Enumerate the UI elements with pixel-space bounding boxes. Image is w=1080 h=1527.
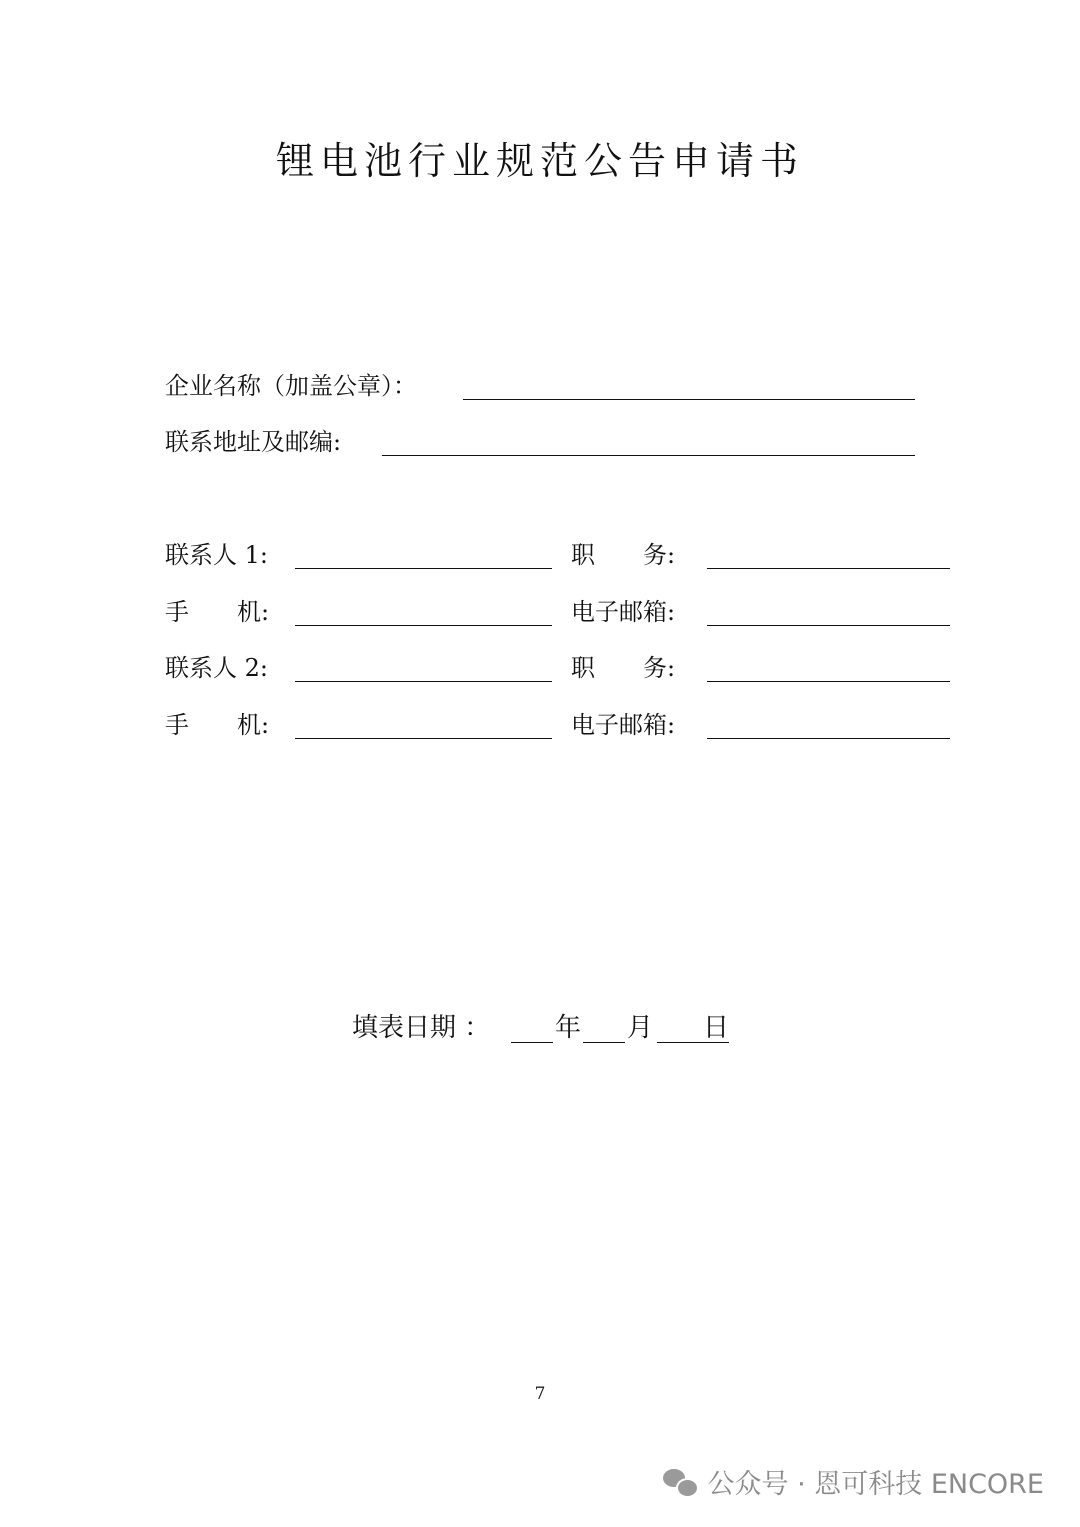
contact-1-row [165, 539, 955, 571]
contact-2-email-label: 电子邮箱: [571, 711, 676, 739]
contact-2-phone-field[interactable] [295, 738, 552, 739]
contact-1-email-label: 电子邮箱: [571, 598, 676, 626]
address-label: 联系地址及邮编: [165, 428, 342, 456]
contact-2-position-field[interactable] [707, 681, 950, 682]
contact-2-email-field[interactable] [707, 738, 950, 739]
watermark [663, 1462, 1044, 1501]
company-name-row [165, 370, 925, 402]
company-name-label: 企业名称（加盖公章）： [165, 372, 417, 400]
address-row [165, 426, 925, 458]
contact-1-field[interactable] [295, 568, 552, 569]
contact-1-email-field[interactable] [707, 625, 950, 626]
year-label: 年 [555, 1013, 582, 1043]
page-number: 7 [534, 1384, 546, 1404]
contact-2-phone-label: 手 机: [165, 711, 270, 739]
contact-1-phone-row [165, 596, 955, 628]
watermark-text: 公众号 · 恩可科技 ENCORE [707, 1469, 1044, 1500]
contact-1-position-field[interactable] [707, 568, 950, 569]
address-field[interactable] [382, 455, 915, 456]
month-field[interactable] [583, 1042, 625, 1043]
contact-2-row [165, 652, 955, 684]
contact-2-phone-row [165, 709, 955, 741]
contact-1-position-label: 职 务: [571, 541, 676, 569]
wechat-icon [663, 1467, 697, 1497]
year-field[interactable] [511, 1042, 553, 1043]
contact-2-field[interactable] [295, 681, 552, 682]
contact-1-phone-label: 手 机: [165, 598, 270, 626]
day-label: 日 [703, 1013, 730, 1043]
date-label: 填表日期 ： [352, 1013, 491, 1043]
contact-1-label: 联系人 1: [165, 541, 268, 569]
page-title: 锂电池行业规范公告申请书 [275, 139, 804, 183]
contact-2-position-label: 职 务: [571, 654, 676, 682]
contact-1-phone-field[interactable] [295, 625, 552, 626]
date-row [352, 1010, 732, 1046]
company-name-field[interactable] [463, 399, 915, 400]
contact-2-label: 联系人 2: [165, 654, 268, 682]
month-label: 月 [627, 1013, 654, 1043]
